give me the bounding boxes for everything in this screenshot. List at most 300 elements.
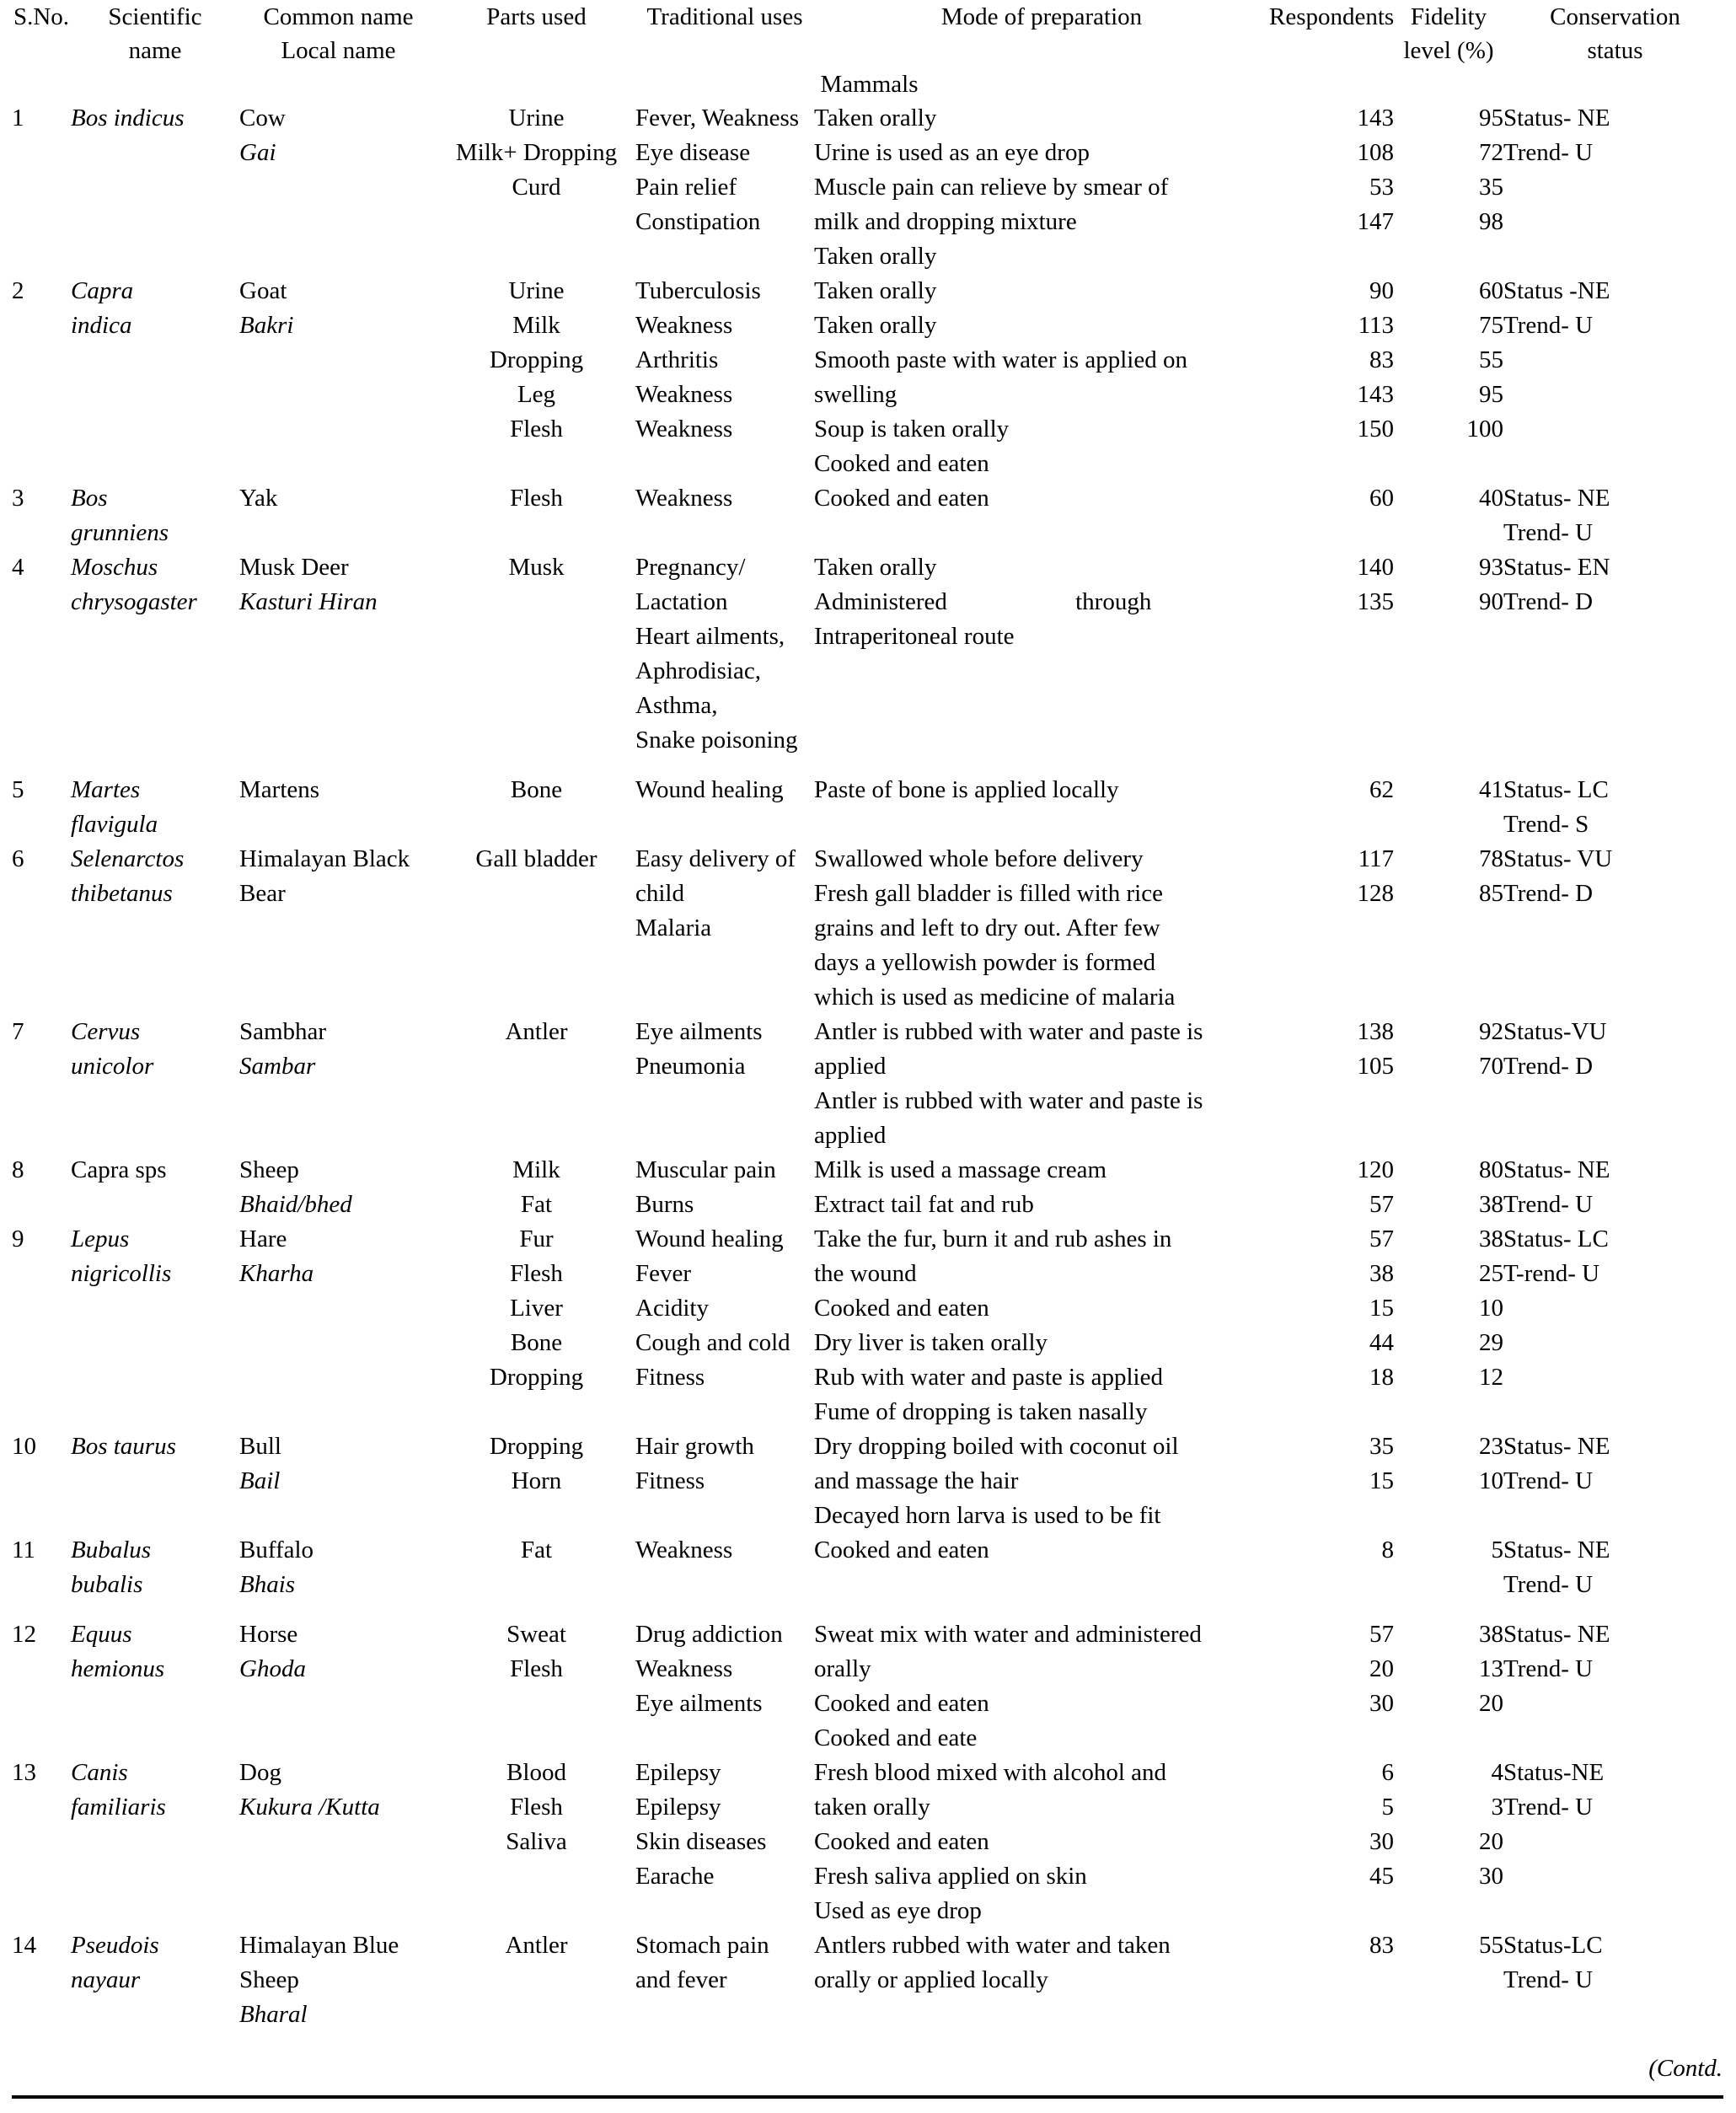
cell-line: 80 [1479, 1156, 1503, 1183]
cell-mode-of-preparation [814, 842, 1269, 1015]
table-row [12, 1015, 1727, 1153]
cell-line: Capra [71, 277, 134, 304]
cell-scientific-name [71, 1617, 239, 1756]
cell-line: Bone [510, 776, 563, 803]
common-name-line: Sheep [239, 1156, 299, 1183]
cell-line: Cooked and eaten [814, 485, 989, 512]
cell-line: Acidity [635, 1295, 709, 1322]
cell-line: Used as eye drop [814, 1897, 982, 1924]
cell-line: 12 [12, 1621, 36, 1648]
cell-line: Urine is used as an eye drop [814, 139, 1090, 166]
cell-line: Weakness [635, 1655, 733, 1682]
cell-line: Status- NE [1503, 105, 1610, 131]
cell-line: Cooked and eate [814, 1724, 978, 1751]
cell-line: Pneumonia [635, 1053, 746, 1080]
cell-serial-number [12, 1222, 71, 1429]
cell-line: Flesh [510, 1655, 563, 1682]
cell-line: Capra sps [71, 1156, 167, 1183]
cell-scientific-name [71, 773, 239, 842]
local-name-line: Bharal [239, 2001, 308, 2028]
table-row [12, 1153, 1727, 1222]
cell-line: Antler [505, 1018, 568, 1045]
row-spacer-cell [12, 758, 1727, 773]
cell-parts-used [437, 1153, 635, 1222]
cell-respondents [1269, 550, 1394, 758]
cell-line: Lactation [635, 588, 728, 615]
common-name-line: Martens [239, 776, 320, 803]
local-name-line: Ghoda [239, 1655, 306, 1682]
cell-fidelity-level [1394, 1153, 1503, 1222]
cell-common-and-local-name [239, 773, 437, 842]
cell-line: Cooked and eaten [814, 450, 989, 477]
cell-line: Weakness [635, 416, 733, 442]
cell-line: 30 [1369, 1690, 1394, 1717]
cell-conservation-status [1503, 773, 1727, 842]
cell-mode-of-preparation [814, 1015, 1269, 1153]
cell-line: indica [71, 312, 132, 339]
section-title-row [12, 67, 1727, 101]
cell-line: 10 [12, 1433, 36, 1460]
cell-fidelity-level [1394, 101, 1503, 274]
header-text-line1: Parts used [486, 3, 587, 30]
header-text-line1: Scientific [108, 3, 202, 30]
table-row [12, 1429, 1727, 1533]
cell-line: Status- NE [1503, 1433, 1610, 1460]
cell-common-and-local-name [239, 1015, 437, 1153]
cell-conservation-status [1503, 481, 1727, 550]
cell-line: Cooked and eaten [814, 1828, 989, 1855]
cell-line: Pregnancy/ [635, 554, 746, 581]
cell-serial-number [12, 481, 71, 550]
cell-fidelity-level [1394, 773, 1503, 842]
cell-conservation-status [1503, 1222, 1727, 1429]
cell-line: Milk+ Dropping [455, 139, 618, 166]
header-text-line1: Conservation [1550, 3, 1680, 30]
cell-line: 11 [12, 1536, 35, 1563]
cell-line: Soup is taken orally [814, 416, 1010, 442]
cell-line: Epilepsy [635, 1794, 721, 1821]
cell-conservation-status [1503, 1015, 1727, 1153]
cell-line: child [635, 880, 684, 907]
cell-line: Wound healing [635, 776, 784, 803]
cell-line: Wound healing [635, 1225, 784, 1252]
cell-mode-of-preparation [814, 1928, 1269, 2032]
cell-line: Eye ailments [635, 1018, 763, 1045]
cell-line: and fever [635, 1966, 727, 1993]
cell-common-and-local-name [239, 1756, 437, 1928]
common-name-line: Sambhar [239, 1018, 327, 1045]
cell-line: Muscle pain can relieve by smear of [814, 174, 1169, 201]
cell-line: Trend- U [1503, 1966, 1594, 1993]
cell-line: 90 [1479, 588, 1503, 615]
cell-line: Aphrodisiac, [635, 657, 761, 684]
column-header-common-name [239, 0, 437, 67]
cell-line: Antler is rubbed with water and paste is [814, 1018, 1203, 1045]
cell-respondents [1269, 1429, 1394, 1533]
cell-line: 29 [1479, 1329, 1503, 1356]
table-row [12, 1617, 1727, 1756]
cell-line: taken orally [814, 1794, 930, 1821]
cell-mode-of-preparation [814, 274, 1269, 481]
cell-line: 95 [1479, 381, 1503, 408]
cell-traditional-uses [635, 1153, 814, 1222]
cell-line: Fresh saliva applied on skin [814, 1863, 1087, 1890]
cell-fidelity-level [1394, 550, 1503, 758]
cell-line: Taken orally [814, 105, 937, 131]
cell-scientific-name [71, 842, 239, 1015]
cell-respondents [1269, 842, 1394, 1015]
cell-line: 105 [1357, 1053, 1394, 1080]
local-name-line: Kukura /Kutta [239, 1794, 380, 1821]
cell-line: Urine [508, 105, 565, 131]
cell-line: 18 [1369, 1364, 1394, 1391]
cell-respondents [1269, 773, 1394, 842]
cell-line: Trend- D [1503, 1053, 1594, 1080]
cell-line: 57 [1369, 1225, 1394, 1252]
cell-line: Trend- U [1503, 1794, 1594, 1821]
cell-respondents [1269, 1756, 1394, 1928]
cell-traditional-uses [635, 274, 814, 481]
column-header-parts-used [437, 0, 635, 67]
cell-line: Dry dropping boiled with coconut oil [814, 1433, 1179, 1460]
cell-line: 100 [1466, 416, 1503, 442]
cell-fidelity-level [1394, 1429, 1503, 1533]
cell-scientific-name [71, 1928, 239, 2032]
cell-parts-used [437, 773, 635, 842]
cell-line: days a yellowish powder is formed [814, 949, 1156, 976]
cell-line: Status-LC [1503, 1932, 1603, 1959]
cell-line: applied [814, 1122, 887, 1149]
cell-line: Cooked and eaten [814, 1295, 989, 1322]
header-text-line1: Respondents [1269, 3, 1395, 30]
cell-scientific-name [71, 550, 239, 758]
cell-common-and-local-name [239, 1429, 437, 1533]
cell-mode-of-preparation [814, 1617, 1269, 1756]
cell-line: Martes [71, 776, 141, 803]
cell-line: Paste of bone is applied locally [814, 776, 1119, 803]
cell-parts-used [437, 1756, 635, 1928]
cell-fidelity-level [1394, 842, 1503, 1015]
cell-conservation-status [1503, 274, 1727, 481]
table-row [12, 842, 1727, 1015]
cell-line: Flesh [510, 416, 563, 442]
cell-common-and-local-name [239, 1153, 437, 1222]
cell-line: Extract tail fat and rub [814, 1191, 1034, 1218]
cell-respondents [1269, 1153, 1394, 1222]
common-name-line: Bear [239, 880, 286, 907]
cell-traditional-uses [635, 842, 814, 1015]
cell-line: 3 [12, 485, 24, 512]
cell-fidelity-level [1394, 1928, 1503, 2032]
cell-line: Trend- U [1503, 312, 1594, 339]
cell-respondents [1269, 1533, 1394, 1602]
table-row [12, 1756, 1727, 1928]
cell-scientific-name [71, 1533, 239, 1602]
cell-line: Cooked and eaten [814, 1536, 989, 1563]
local-name-line: Bhais [239, 1571, 296, 1598]
common-name-line: Bull [239, 1433, 281, 1460]
cell-line: Administered through [814, 588, 1152, 615]
header-text-line2: level (%) [1403, 37, 1494, 64]
cell-line: 140 [1357, 554, 1394, 581]
cell-line: Dropping [489, 1433, 584, 1460]
cell-line: 12 [1479, 1364, 1503, 1391]
cell-line: 83 [1369, 1932, 1394, 1959]
cell-line: Epilepsy [635, 1759, 721, 1786]
cell-line: grunniens [71, 519, 169, 546]
cell-conservation-status [1503, 842, 1727, 1015]
cell-traditional-uses [635, 101, 814, 274]
cell-conservation-status [1503, 1533, 1727, 1602]
local-name-line: Bail [239, 1467, 281, 1494]
cell-conservation-status [1503, 1153, 1727, 1222]
table-row [12, 481, 1727, 550]
cell-line: 20 [1369, 1655, 1394, 1682]
cell-line: 6 [1381, 1759, 1394, 1786]
cell-line: Lepus [71, 1225, 130, 1252]
cell-line: Status- LC [1503, 1225, 1609, 1252]
cell-line: 2 [12, 277, 24, 304]
cell-line: nigricollis [71, 1260, 172, 1287]
cell-line: 120 [1357, 1156, 1394, 1183]
cell-line: Status- NE [1503, 1621, 1610, 1648]
cell-line: Malaria [635, 914, 712, 941]
cell-line: Decayed horn larva is used to be fit [814, 1502, 1161, 1529]
cell-traditional-uses [635, 1533, 814, 1602]
cell-line: Bos taurus [71, 1433, 176, 1460]
cell-respondents [1269, 1015, 1394, 1153]
local-name-line: Bakri [239, 312, 294, 339]
column-header-sno [12, 0, 71, 67]
common-name-line: Cow [239, 105, 286, 131]
cell-mode-of-preparation [814, 1153, 1269, 1222]
cell-respondents [1269, 481, 1394, 550]
cell-fidelity-level [1394, 481, 1503, 550]
cell-line: 5 [1381, 1794, 1394, 1821]
cell-line: orally or applied locally [814, 1966, 1048, 1993]
cell-line: 70 [1479, 1053, 1503, 1080]
cell-serial-number [12, 101, 71, 274]
header-row [12, 0, 1727, 67]
cell-line: 78 [1479, 845, 1503, 872]
cell-line: Cervus [71, 1018, 141, 1045]
cell-line: 7 [12, 1018, 24, 1045]
cell-line: Flesh [510, 1794, 563, 1821]
cell-line: 113 [1358, 312, 1394, 339]
cell-line: Cough and cold [635, 1329, 790, 1356]
local-name-line: Kharha [239, 1260, 314, 1287]
cell-respondents [1269, 274, 1394, 481]
cell-fidelity-level [1394, 1617, 1503, 1756]
cell-line: 3 [1491, 1794, 1503, 1821]
cell-conservation-status [1503, 101, 1727, 274]
column-header-mode-of-preparation [814, 0, 1269, 67]
cell-line: Antler [505, 1932, 568, 1959]
table-row [12, 1222, 1727, 1429]
cell-line: Status- NE [1503, 485, 1610, 512]
cell-parts-used [437, 101, 635, 274]
cell-line: Antlers rubbed with water and taken [814, 1932, 1171, 1959]
section-title-mammals: Mammals [820, 71, 919, 98]
cell-line: which is used as medicine of malaria [814, 984, 1176, 1011]
header-text-line1: Traditional uses [646, 3, 803, 30]
cell-scientific-name [71, 1153, 239, 1222]
ethnozoology-table [12, 0, 1727, 2047]
cell-line: Trend- D [1503, 880, 1594, 907]
common-name-line: Sheep [239, 1966, 299, 1993]
cell-line: Flesh [510, 485, 563, 512]
cell-line: Selenarctos [71, 845, 185, 872]
cell-serial-number [12, 1756, 71, 1928]
cell-line: Fat [520, 1191, 553, 1218]
cell-line: 55 [1479, 1932, 1503, 1959]
cell-line: Liver [510, 1295, 563, 1322]
cell-line: Equus [71, 1621, 132, 1648]
header-text-line2: status [1587, 37, 1643, 64]
common-name-line: Dog [239, 1759, 281, 1786]
cell-line: 143 [1357, 105, 1394, 131]
column-header-scientific-name [71, 0, 239, 67]
cell-common-and-local-name [239, 842, 437, 1015]
cell-line: Drug addiction [635, 1621, 783, 1648]
cell-line: 98 [1479, 208, 1503, 235]
cell-line: 15 [1369, 1467, 1394, 1494]
cell-line: chrysogaster [71, 588, 197, 615]
cell-serial-number [12, 1429, 71, 1533]
cell-line: Status- NE [1503, 1536, 1610, 1563]
cell-traditional-uses [635, 481, 814, 550]
cell-line: Weakness [635, 312, 733, 339]
cell-line: 60 [1369, 485, 1394, 512]
header-text-line1: S.No. [13, 3, 70, 30]
cell-line: and massage the hair [814, 1467, 1019, 1494]
cell-line: Leg [517, 381, 556, 408]
cell-conservation-status [1503, 550, 1727, 758]
row-spacer [12, 2032, 1727, 2047]
cell-line: familiaris [71, 1794, 166, 1821]
cell-line: 38 [1479, 1621, 1503, 1648]
table-row [12, 1928, 1727, 2032]
cell-line: 35 [1369, 1433, 1394, 1460]
cell-common-and-local-name [239, 1222, 437, 1429]
cell-line: Skin diseases [635, 1828, 767, 1855]
cell-conservation-status [1503, 1756, 1727, 1928]
cell-line: 92 [1479, 1018, 1503, 1045]
cell-line: 30 [1479, 1863, 1503, 1890]
cell-line: Blood [506, 1759, 566, 1786]
row-spacer [12, 1602, 1727, 1617]
cell-line: Sweat [506, 1621, 566, 1648]
cell-line: Moschus [71, 554, 158, 581]
cell-line: Trend- U [1503, 519, 1594, 546]
cell-line: the wound [814, 1260, 917, 1287]
cell-line: Status-NE [1503, 1759, 1605, 1786]
cell-line: 9 [12, 1225, 24, 1252]
cell-line: Sweat mix with water and administered [814, 1621, 1202, 1648]
cell-serial-number [12, 1533, 71, 1602]
cell-line: 75 [1479, 312, 1503, 339]
table-row [12, 274, 1727, 481]
common-name-line: Goat [239, 277, 287, 304]
cell-line: 10 [1479, 1295, 1503, 1322]
cell-line: Swallowed whole before delivery [814, 845, 1144, 872]
cell-line: 5 [12, 776, 24, 803]
row-spacer-cell [12, 2032, 1727, 2047]
cell-line: Status-VU [1503, 1018, 1607, 1045]
cell-scientific-name [71, 1015, 239, 1153]
cell-line: Weakness [635, 381, 733, 408]
cell-respondents [1269, 101, 1394, 274]
cell-line: Taken orally [814, 277, 937, 304]
cell-parts-used [437, 1222, 635, 1429]
cell-line: 147 [1357, 208, 1394, 235]
cell-line: thibetanus [71, 880, 173, 907]
cell-scientific-name [71, 274, 239, 481]
cell-line: Fitness [635, 1364, 705, 1391]
cell-line: Weakness [635, 1536, 733, 1563]
cell-line: Fume of dropping is taken nasally [814, 1398, 1148, 1425]
common-name-line: Himalayan Black [239, 845, 410, 872]
cell-line: Saliva [506, 1828, 567, 1855]
cell-line: nayaur [71, 1966, 141, 1993]
cell-line: 35 [1479, 174, 1503, 201]
cell-mode-of-preparation [814, 481, 1269, 550]
cell-line: Snake poisoning [635, 727, 798, 753]
table-row [12, 773, 1727, 842]
cell-respondents [1269, 1928, 1394, 2032]
cell-conservation-status [1503, 1928, 1727, 2032]
cell-line: Weakness [635, 485, 733, 512]
common-name-line: Yak [239, 485, 278, 512]
cell-line: milk and dropping mixture [814, 208, 1077, 235]
cell-line: 5 [1491, 1536, 1503, 1563]
cell-line: Milk [512, 312, 560, 339]
cell-line: Musk [508, 554, 565, 581]
cell-line: Status- VU [1503, 845, 1613, 872]
cell-serial-number [12, 1015, 71, 1153]
cell-line: Pain relief [635, 174, 737, 201]
cell-line: Tuberculosis [635, 277, 761, 304]
cell-traditional-uses [635, 1015, 814, 1153]
cell-line: Status- LC [1503, 776, 1609, 803]
cell-traditional-uses [635, 1429, 814, 1533]
continued-note: (Contd. [1648, 2055, 1723, 2082]
row-spacer-cell [12, 1602, 1727, 1617]
cell-parts-used [437, 274, 635, 481]
cell-scientific-name [71, 1222, 239, 1429]
cell-line: 38 [1479, 1225, 1503, 1252]
cell-line: Earache [635, 1863, 715, 1890]
cell-line: Trend- U [1503, 1191, 1594, 1218]
table-body [12, 101, 1727, 2047]
column-header-conservation-status [1503, 0, 1727, 67]
local-name-line: Sambar [239, 1053, 316, 1080]
cell-common-and-local-name [239, 101, 437, 274]
cell-line: Status- NE [1503, 1156, 1610, 1183]
cell-line: 45 [1369, 1863, 1394, 1890]
cell-line: Arthritis [635, 346, 719, 373]
cell-line: 14 [12, 1932, 36, 1959]
cell-line: 25 [1479, 1260, 1503, 1287]
cell-line: 108 [1357, 139, 1394, 166]
cell-conservation-status [1503, 1617, 1727, 1756]
cell-scientific-name [71, 1429, 239, 1533]
cell-line: 23 [1479, 1433, 1503, 1460]
cell-traditional-uses [635, 773, 814, 842]
local-name-line: Gai [239, 139, 276, 166]
cell-line: Burns [635, 1191, 694, 1218]
cell-line: Smooth paste with water is applied on [814, 346, 1187, 373]
